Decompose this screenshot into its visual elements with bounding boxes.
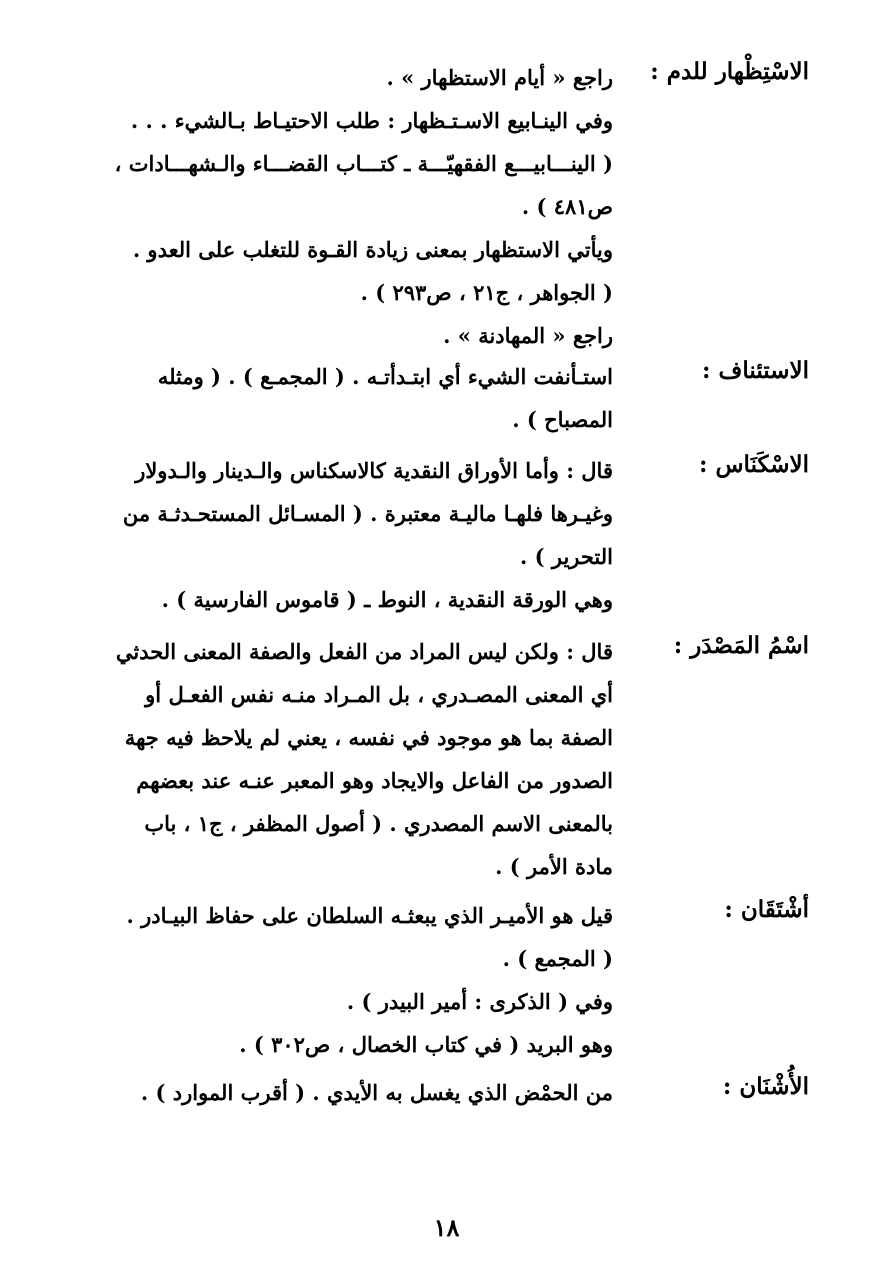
definition-line: استـأنفت الشيء أي ابتـدأتـه . ( المجمـع ) . ( ومثله <box>157 364 613 389</box>
page-number: ١٨ <box>433 1213 460 1242</box>
entry-term: الاستئناف : <box>702 357 809 384</box>
definition-line: وفي الينـابيع الاسـتـظهار : طلب الاحتيـاط بـالشيء . . . <box>130 108 613 133</box>
entry-definition <box>78 355 613 441</box>
definition-line: راجع « المهادنة » . <box>443 323 613 348</box>
definition-line: راجع « أيام الاستظهار » . <box>386 65 613 90</box>
entry-term: اسْمُ المَصْدَر : <box>673 632 809 659</box>
definition-line: وهي الورقة النقدية ، النوط ـ ( قاموس الفارسية ) . <box>161 587 613 612</box>
definition-line: من الحمْض الذي يغسل به الأيدي . ( أقرب الموارد ) . <box>140 1080 613 1105</box>
definition-line: الصفة بما هو موجود في نفسه ، يعني لم يلاحظ فيه جهة <box>124 725 613 750</box>
definition-line: قال : وأما الأوراق النقدية كالاسكناس والـدينار والـدولار <box>135 458 613 483</box>
entry-definition <box>78 56 613 357</box>
definition-line: قال : ولكن ليس المراد من الفعل والصفة المعنى الحدثي <box>115 639 613 664</box>
definition-line: ( الينـــابيـــع الفقهيّـــة ـ كتـــاب القضـــاء والـشهـــادات ، <box>114 151 613 176</box>
definition-line: مادة الأمر ) . <box>495 854 613 879</box>
entry-term: أشْتَقَان : <box>724 896 809 923</box>
definition-line: التحرير ) . <box>519 544 613 569</box>
entry-term: الأُشْنَان : <box>722 1073 809 1100</box>
definition-line: قيل هو الأميـر الذي يبعثـه السلطان على حفاظ البيـادر . <box>126 903 613 928</box>
definition-line: ويأتي الاستظهار بمعنى زيادة القـوة للتغلب على العدو . <box>132 237 613 262</box>
definition-line: وفي ( الذكرى : أمير البيدر ) . <box>346 989 613 1014</box>
entry-definition <box>78 894 613 1066</box>
definition-line: الصدور من الفاعل والايجاد وهو المعبر عنـه عند بعضهم <box>136 768 613 793</box>
entry-definition <box>78 449 613 621</box>
definition-line: أي المعنى المصـدري ، بل المـراد منـه نفس الفعـل أو <box>145 682 613 707</box>
definition-line: ( المجمع ) . <box>502 946 613 971</box>
definition-line: وهو البريد ( في كتاب الخصال ، ص٣٠٢ ) . <box>239 1032 613 1057</box>
definition-line: المصباح ) . <box>512 407 613 432</box>
definition-line: وغيـرها فلهـا ماليـة معتبرة . ( المسـائل المستحـدثـة من <box>122 501 613 526</box>
definition-line: ( الجواهر ، ج٢١ ، ص٢٩٣ ) . <box>360 280 613 305</box>
entry-term: الاسْكَنَاس : <box>698 451 809 478</box>
definition-line: ص٤٨١ ) . <box>521 194 613 219</box>
entry-definition <box>78 630 613 888</box>
entry-term: الاسْتِظْهار للدم : <box>650 58 809 85</box>
definition-line: بالمعنى الاسم المصدري . ( أصول المظفر ، ج١ ، باب <box>144 811 613 836</box>
entry-definition <box>78 1071 613 1114</box>
